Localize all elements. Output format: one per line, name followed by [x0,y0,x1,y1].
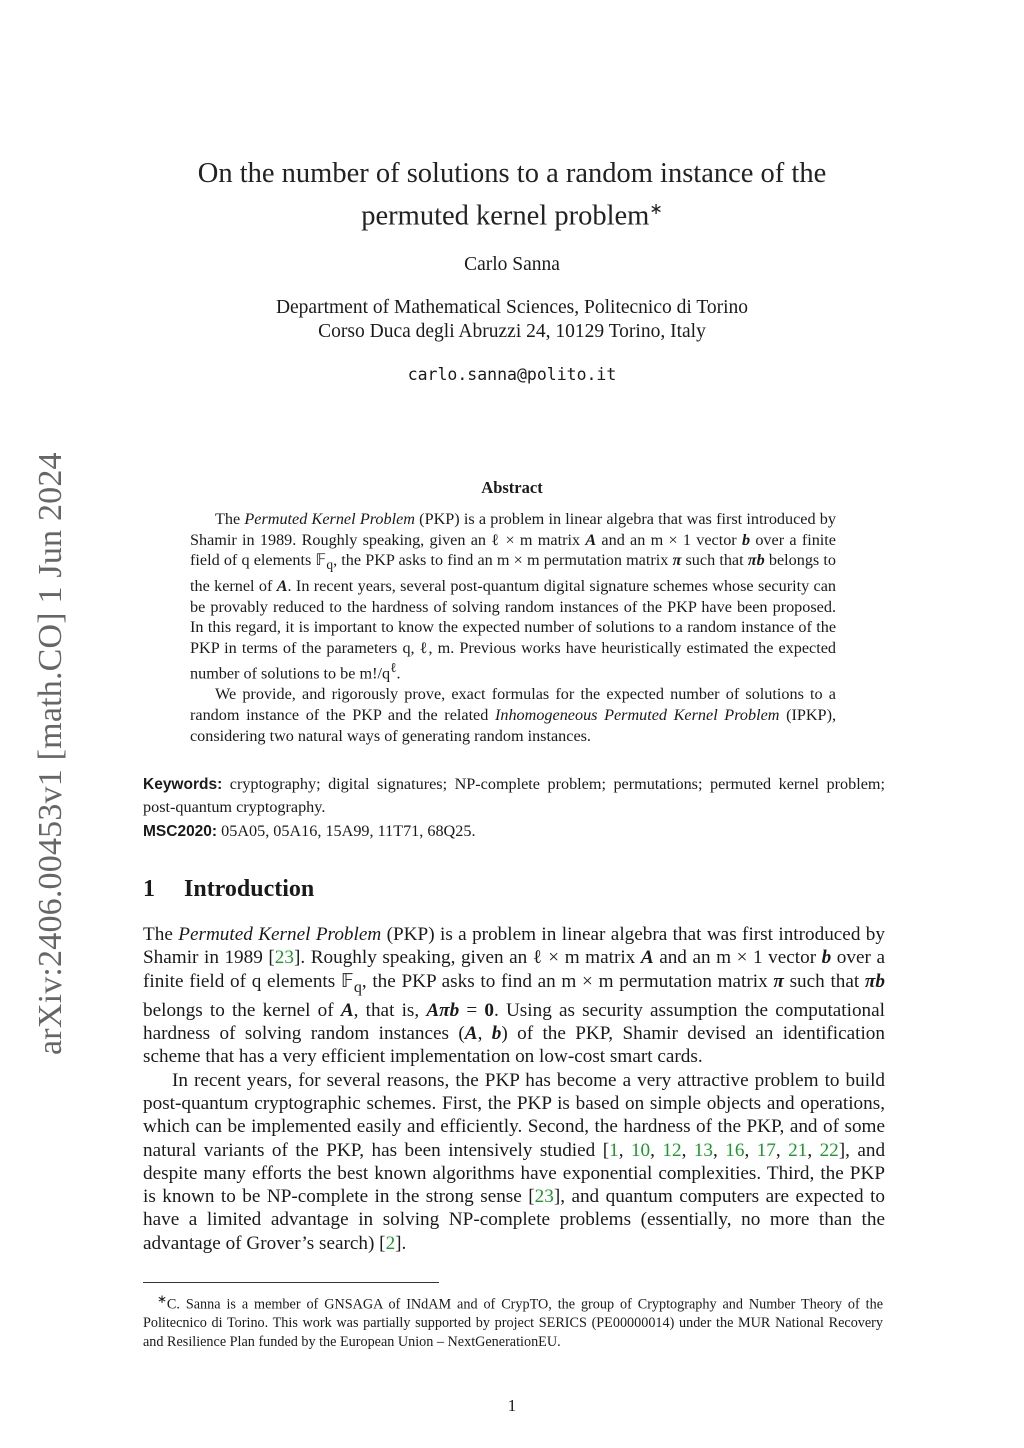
title-line-1: On the number of solutions to a random instance of the [197,158,827,189]
abstract-heading: Abstract [481,478,543,497]
citation-link[interactable]: 23 [274,947,294,969]
abstract-paragraph-2: We provide, and rigorously prove, exact formulas for the expected number of solutions to a random instance of the PKP and the related Inhomogeneous Permuted Kernel Problem (IPKP), considering two natural ways of generating random instances. [190,685,837,745]
footnote-marker: ∗ [157,1292,167,1306]
footnote-divider [143,1282,439,1283]
citation-link[interactable]: 1 [609,1139,619,1161]
page-number: 1 [507,1396,517,1415]
footnote-text: C. Sanna is a member of GNSAGA of INdAM and of CrypTO, the group of Cryptography and Number Theory of the Politecnico di Torino. This work was partially supported by project SERICS (PE00000014) under the MUR National Recovery and Resilience Plan funded by the European Union – NextGenerationEU. [143,1296,883,1350]
section-heading [143,876,885,903]
msc-classification [143,822,885,841]
abstract-body [190,509,836,746]
msc-label: MSC2020: [143,823,218,840]
intro-paragraph-2: In recent years, for several reasons, the PKP has become a very attractive problem to build post-quantum cryptographic schemes. First, the PKP is based on simple objects and operations, which can be implemented easily and efficiently. Second, the hardness of the PKP, and of some natural variants of the PKP, has been intensively studied [1, 10, 12, 13, 16, 17, 21, 22], and despite many efforts the best known algorithms have exponential complexities. Third, the PKP is known to be NP-complete in the strong sense [23], and quantum computers are expected to have a limited advantage in solving NP-complete problems (essentially, no more than the advantage of Grover’s search) [2]. [143,1069,886,1254]
citation-link[interactable]: 22 [819,1139,839,1161]
affiliation-line-2: Corso Duca degli Abruzzi 24, 10129 Torino, Italy [318,321,706,342]
affiliation [140,296,884,344]
citation-link[interactable]: 21 [788,1139,808,1161]
title-footnote-marker: ∗ [649,201,663,218]
abstract-paragraph-1: The Permuted Kernel Problem (PKP) is a problem in linear algebra that was first introduced by Shamir in 1989. Roughly speaking, given an ℓ × m matrix A and an m × 1 vector b over a finite field of q elements 𝔽$_q$, the PKP asks to find an m × m permutation matrix π such that πb belongs to the kernel of A. In recent years, several post-quantum digital signature schemes whose security can be provably reduced to the hardness of solving random instances of the PKP have been proposed. In this regard, it is important to know the expected number of solutions to a random instance of the PKP in terms of the parameters q, ℓ, m. Previous works have heuristically estimated the expected number of solutions to be $m!/q^\ell$. [190,510,836,683]
intro-paragraph-1: The Permuted Kernel Problem (PKP) is a problem in linear algebra that was first introduced by Shamir in 1989 [23]. Roughly speaking, given an ℓ × m matrix A and an m × 1 vector b over a finite field of q elements 𝔽$_q$, the PKP asks to find an m × m permutation matrix π such that πb belongs to the kernel of A, that is, Aπb = 0. Using as security assumption the computational hardness of solving random instances (A, b) of the PKP, Shamir devised an identification scheme that has a very efficient implementation on low-cost smart cards. [143,924,885,1068]
citation-link[interactable]: 13 [693,1139,713,1161]
introduction-body [143,923,885,1255]
affiliation-line-1: Department of Mathematical Sciences, Politecnico di Torino [275,297,749,318]
footnote [143,1290,883,1351]
citation-link[interactable]: 16 [725,1139,745,1161]
arxiv-identifier-text: arXiv:2406.00453v1 [math.CO] 1 Jun 2024 [32,452,69,1055]
paper-title [140,156,884,235]
section-number: 1 [143,876,155,902]
citation-link[interactable]: 23 [534,1186,554,1208]
citation-link[interactable]: 12 [662,1139,682,1161]
title-line-2: permuted kernel problem [361,200,650,232]
keywords-label: Keywords: [143,776,223,793]
keywords-text: cryptography; digital signatures; NP-complete problem; permutations; permuted kernel problem; post-quantum cryptography. [143,775,886,816]
author-email[interactable]: carlo.sanna@polito.it [407,365,617,384]
section-title: Introduction [184,876,315,902]
citation-link[interactable]: 10 [630,1139,651,1161]
citation-link[interactable]: 2 [385,1232,396,1254]
keywords [143,773,885,819]
author-name: Carlo Sanna [464,254,560,275]
citation-link[interactable]: 17 [756,1139,776,1161]
msc-text: 05A05, 05A16, 15A99, 11T71, 68Q25. [221,822,476,840]
